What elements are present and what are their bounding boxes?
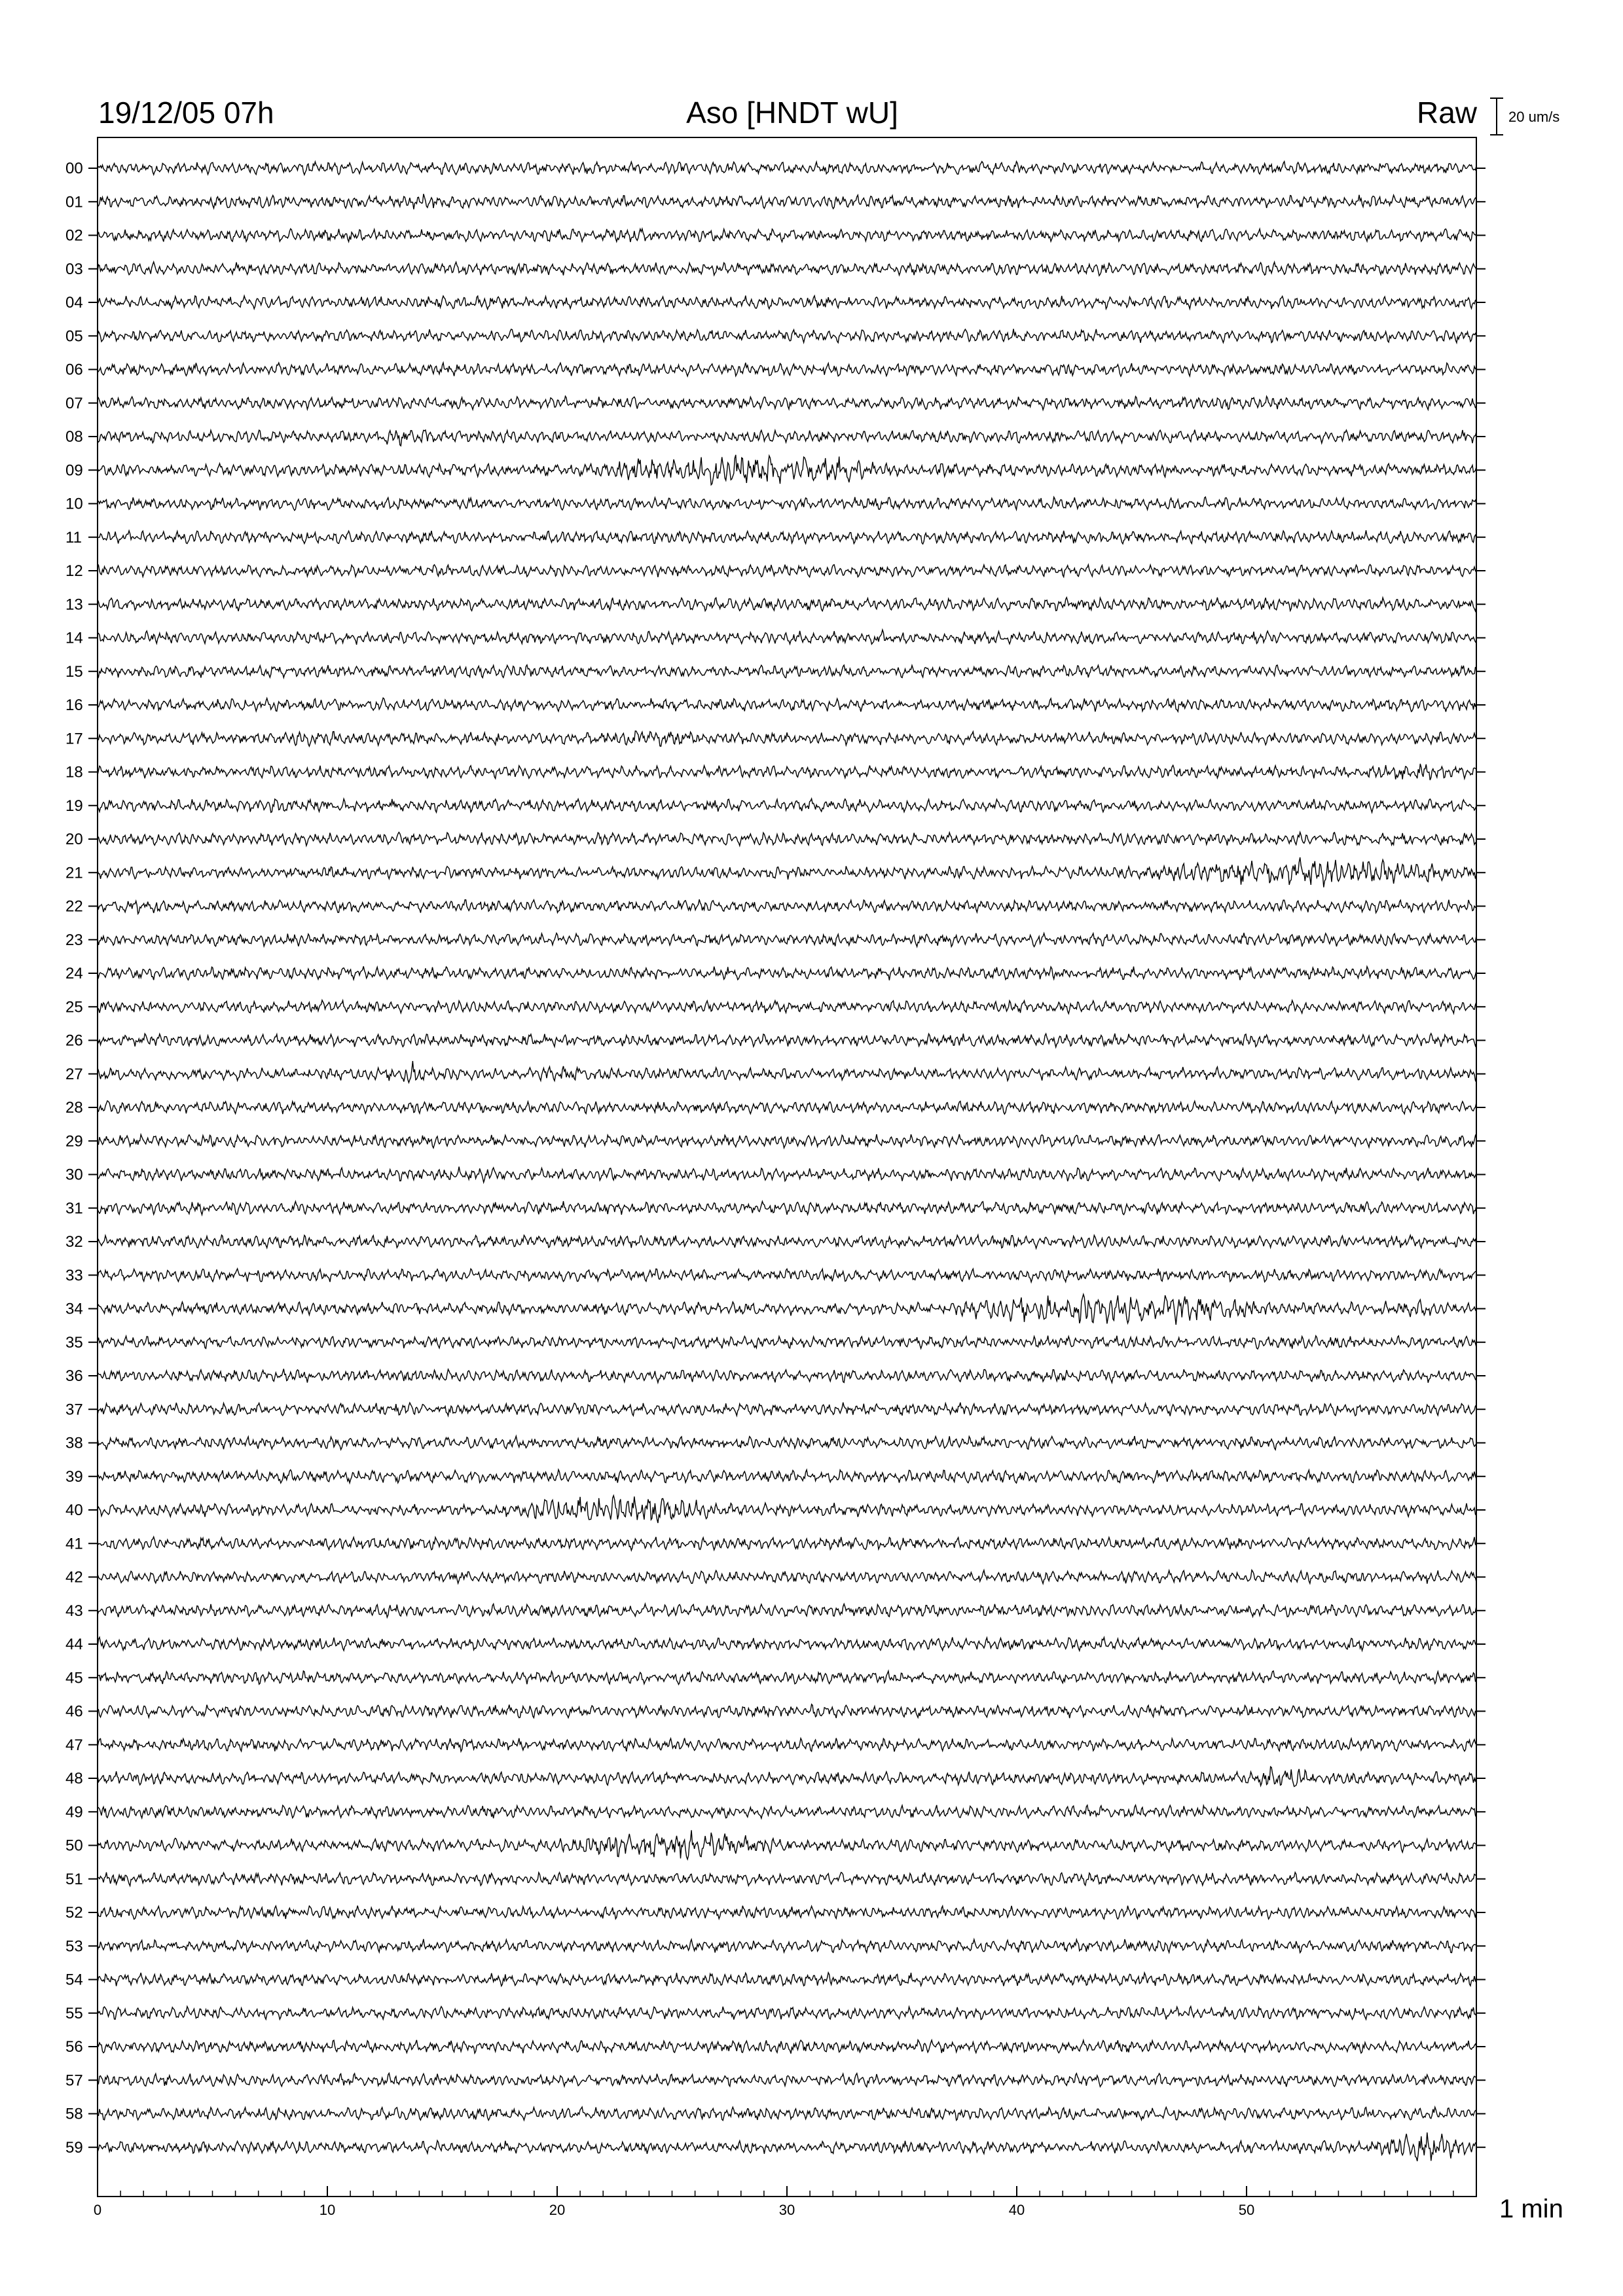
row-label: 15 (65, 662, 83, 681)
x-tick-label: 10 (319, 2202, 336, 2218)
row-label: 18 (65, 763, 83, 781)
trace-row-05 (98, 329, 1476, 343)
row-label: 33 (65, 1266, 83, 1285)
trace-row-46 (98, 1704, 1476, 1718)
trace-row-39 (98, 1469, 1476, 1483)
row-label: 44 (65, 1636, 83, 1653)
trace-row-06 (98, 363, 1476, 376)
trace-row-04 (98, 296, 1476, 310)
row-label: 00 (65, 160, 83, 177)
trace-row-57 (98, 2073, 1476, 2087)
row-label: 56 (65, 2038, 83, 2056)
trace-row-32 (98, 1235, 1476, 1248)
row-label: 09 (65, 461, 83, 480)
trace-row-02 (98, 229, 1476, 242)
trace-row-44 (98, 1638, 1476, 1651)
trace-row-33 (98, 1268, 1476, 1282)
x-tick-label: 20 (549, 2202, 566, 2218)
row-label: 05 (65, 327, 83, 346)
trace-row-18 (98, 764, 1476, 780)
x-tick-label: 50 (1238, 2202, 1255, 2218)
row-label: 52 (65, 1904, 83, 1922)
trace-row-35 (98, 1336, 1476, 1349)
row-label: 04 (65, 294, 83, 312)
trace-row-43 (98, 1604, 1476, 1618)
trace-row-34 (98, 1295, 1476, 1325)
x-tick-label: 40 (1008, 2202, 1025, 2218)
trace-row-53 (98, 1939, 1476, 1953)
trace-row-14 (98, 630, 1476, 645)
scale-bar (1490, 98, 1559, 135)
row-label: 41 (65, 1535, 83, 1553)
trace-row-27 (98, 1061, 1476, 1083)
row-label: 50 (65, 1837, 83, 1855)
row-label: 55 (65, 2004, 83, 2022)
row-label: 14 (65, 629, 83, 647)
trace-row-00 (98, 162, 1476, 175)
row-label: 46 (65, 1702, 83, 1721)
trace-row-56 (98, 2040, 1476, 2054)
row-label: 48 (65, 1770, 83, 1787)
row-label: 36 (65, 1367, 83, 1385)
row-label: 57 (65, 2072, 83, 2090)
row-label-group (65, 160, 83, 2157)
trace-row-55 (98, 2007, 1476, 2020)
row-label: 28 (65, 1099, 83, 1117)
trace-row-54 (98, 1973, 1476, 1986)
trace-row-28 (98, 1101, 1476, 1114)
trace-row-11 (98, 530, 1476, 544)
row-label: 26 (65, 1031, 83, 1050)
trace-row-41 (98, 1537, 1476, 1551)
x-tick-label: 0 (93, 2202, 102, 2218)
row-label: 24 (65, 965, 83, 982)
row-label: 53 (65, 1937, 83, 1956)
trace-row-21 (98, 857, 1476, 888)
row-label: 06 (65, 361, 83, 379)
scale-label: 20 um/s (1508, 109, 1560, 125)
row-label: 45 (65, 1669, 83, 1687)
plot-frame (98, 137, 1476, 2197)
row-label: 25 (65, 998, 83, 1016)
trace-row-03 (98, 262, 1476, 276)
trace-row-12 (98, 565, 1476, 577)
trace-row-15 (98, 665, 1476, 678)
trace-row-42 (98, 1570, 1476, 1584)
row-label: 38 (65, 1434, 83, 1452)
trace-row-30 (98, 1167, 1476, 1183)
row-label: 42 (65, 1568, 83, 1587)
trace-row-26 (98, 1033, 1476, 1047)
row-label: 19 (65, 797, 83, 815)
trace-row-50 (98, 1830, 1476, 1859)
row-label: 30 (65, 1166, 83, 1184)
trace-row-19 (98, 798, 1476, 812)
row-label: 39 (65, 1467, 83, 1486)
trace-row-31 (98, 1201, 1476, 1215)
trace-row-10 (98, 497, 1476, 511)
row-label: 40 (65, 1501, 83, 1519)
trace-row-52 (98, 1906, 1476, 1920)
trace-row-13 (98, 598, 1476, 611)
row-label: 47 (65, 1736, 83, 1754)
trace-row-47 (98, 1738, 1476, 1752)
row-label: 49 (65, 1803, 83, 1821)
datetime-label: 19/12/05 07h (98, 96, 274, 130)
trace-row-22 (98, 899, 1476, 914)
row-label: 13 (65, 596, 83, 614)
row-label: 29 (65, 1132, 83, 1151)
trace-row-23 (98, 933, 1476, 946)
x-tick-label: 30 (778, 2202, 795, 2218)
trace-row-48 (98, 1767, 1476, 1786)
row-label: 35 (65, 1333, 83, 1352)
trace-row-08 (98, 430, 1476, 446)
trace-row-24 (98, 966, 1476, 980)
trace-row-36 (98, 1369, 1476, 1382)
trace-row-20 (98, 833, 1476, 846)
row-label: 54 (65, 1971, 83, 1989)
trace-row-29 (98, 1134, 1476, 1148)
trace-row-37 (98, 1403, 1476, 1416)
row-label: 32 (65, 1233, 83, 1251)
row-label: 31 (65, 1199, 83, 1217)
station-title: Aso [HNDT wU] (686, 96, 898, 130)
row-label: 02 (65, 226, 83, 245)
trace-row-49 (98, 1805, 1476, 1818)
mode-label: Raw (1416, 96, 1477, 130)
trace-row-07 (98, 396, 1476, 410)
row-label: 51 (65, 1870, 83, 1888)
row-label: 22 (65, 897, 83, 916)
trace-row-40 (98, 1496, 1476, 1523)
row-label: 59 (65, 2138, 83, 2157)
trace-row-25 (98, 1000, 1476, 1014)
row-label: 21 (65, 864, 83, 882)
trace-row-51 (98, 1873, 1476, 1886)
trace-row-17 (98, 731, 1476, 746)
trace-row-01 (98, 194, 1476, 209)
row-label: 10 (65, 495, 83, 513)
trace-row-45 (98, 1671, 1476, 1685)
row-label: 20 (65, 831, 83, 848)
row-label: 43 (65, 1602, 83, 1620)
trace-row-38 (98, 1436, 1476, 1450)
x-axis (88, 168, 1486, 2218)
trace-row-58 (98, 2107, 1476, 2121)
trace-row-59 (98, 2132, 1476, 2161)
row-label: 58 (65, 2105, 83, 2123)
x-unit-label: 1 min (1499, 2195, 1563, 2223)
row-label: 08 (65, 428, 83, 446)
trace-row-09 (98, 455, 1476, 485)
row-label: 01 (65, 193, 83, 211)
row-label: 11 (65, 528, 82, 547)
row-label: 03 (65, 260, 83, 278)
row-label: 27 (65, 1065, 83, 1083)
trace-group (98, 162, 1476, 2161)
row-label: 07 (65, 394, 83, 412)
row-label: 23 (65, 931, 83, 949)
row-label: 37 (65, 1401, 83, 1419)
row-label: 16 (65, 696, 83, 714)
trace-row-16 (98, 698, 1476, 711)
row-label: 12 (65, 562, 83, 580)
row-label: 17 (65, 730, 83, 748)
row-label: 34 (65, 1300, 83, 1318)
